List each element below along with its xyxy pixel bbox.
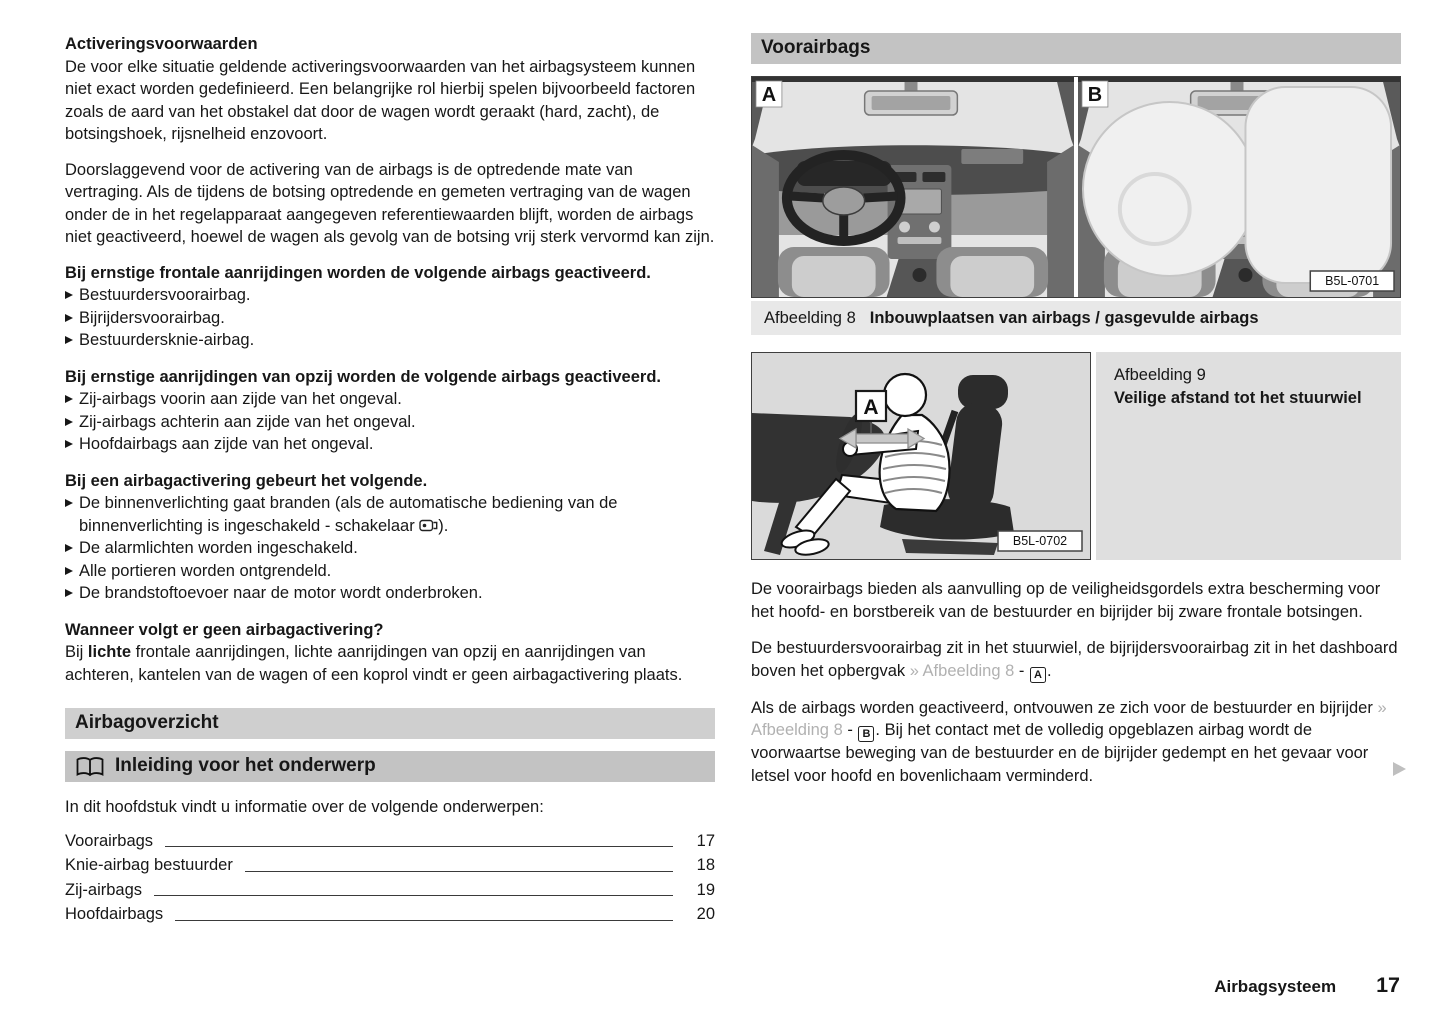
- list-item: Bestuurdersvoorairbag.: [65, 284, 715, 307]
- figure-8-reference-link[interactable]: » Afbeelding 8: [751, 698, 1387, 739]
- figure-9-caption: [1096, 352, 1401, 560]
- footer: [1214, 973, 1400, 998]
- panel-b-label: B: [1087, 83, 1103, 107]
- ref-box-a-icon: A: [1030, 667, 1046, 683]
- footer-page-number: 17: [1376, 973, 1400, 997]
- bullet-triangle-icon: [65, 336, 79, 344]
- list-item: Zij-airbags voorin aan zijde van het ongeval.: [65, 388, 715, 411]
- footer-section-label: Airbagsysteem: [1214, 977, 1337, 996]
- figure-8-caption-title: Inbouwplaatsen van airbags / gasgevulde airbags: [869, 308, 1259, 327]
- bullet-triangle-icon: [65, 544, 79, 552]
- figure-9-caption-title: Veilige afstand tot het stuurwiel: [1114, 389, 1362, 407]
- book-icon: [75, 756, 105, 778]
- toc-page-number: 17: [696, 831, 715, 850]
- topic-introduction-bar: Inleiding voor het onderwerp: [65, 751, 715, 782]
- front-airbags-para-2: De bestuurdersvoorairbag zit in het stuurwiel, de bijrijdersvoorairbag zit in het dashboard boven het opbergvak » Afbeelding 8 - A .: [751, 639, 1398, 681]
- right-column: [751, 33, 1401, 926]
- toc-label: Zij-airbags: [65, 880, 143, 899]
- bullet-triangle-icon: [65, 440, 79, 448]
- toc-item-hoofdairbags[interactable]: [65, 901, 715, 926]
- figure8-code-label: B5L-0701: [1325, 273, 1380, 289]
- bullet-triangle-icon: [65, 314, 79, 322]
- toc-label: Knie-airbag bestuurder: [65, 856, 233, 875]
- bullet-triangle-icon: [65, 395, 79, 403]
- toc-page-number: 18: [696, 856, 715, 875]
- bullet-triangle-icon: [65, 567, 79, 575]
- toc-leader-line: [154, 895, 673, 896]
- front-airbags-para-3: Als de airbags worden geactiveerd, ontvouwen ze zich voor de bestuurder en bijrijder » Afbeelding 8 - B . Bij het contact met de volledig opgeblazen airbag wordt de voorwaartse beweging van de bestuurder en de bijrijder gedempt en het gevaar voor letsel voor hoofd en bovenlichaam verminderd.: [751, 698, 1387, 785]
- side-collision-group: [65, 366, 715, 456]
- figure-9-image: [752, 353, 1090, 559]
- toc-label: Voorairbags: [65, 831, 154, 850]
- activation-effects-heading: Bij een airbagactivering gebeurt het volgende.: [65, 471, 428, 490]
- activation-effects-list: [65, 492, 715, 605]
- chapter-toc: [65, 828, 715, 926]
- bullet-triangle-icon: [65, 418, 79, 426]
- figure-9-caption-number: Afbeelding 9: [1114, 366, 1206, 384]
- bullet-triangle-icon: [65, 589, 79, 597]
- list-item: Zij-airbags achterin aan zijde van het ongeval.: [65, 411, 715, 434]
- activation-conditions-para-2: Doorslaggevend voor de activering van de airbags is de optredende mate van vertraging. Als de tijdens de botsing optredende en gemeten vertraging van de wagen onder de in het regelapparaat aangegeven referentiewaarden blijft, worden de airbags niet geactiveerd, hoewel de wagen als gevolg van de botsing vrij sterk vervormd kan zijn.: [65, 160, 715, 246]
- no-activation-group: [65, 619, 715, 687]
- interior-light-switch-icon: [419, 519, 438, 532]
- no-activation-para: Bij lichte frontale aanrijdingen, lichte aanrijdingen van opzij en aanrijdingen van achteren, kantelen van de wagen of een koprol vindt er geen airbagactivering plaats.: [65, 643, 683, 684]
- figure-9-frame: [751, 352, 1091, 560]
- activation-effects-group: [65, 470, 715, 605]
- activation-conditions-para-1: De voor elke situatie geldende activeringsvoorwaarden van het airbagsysteem kunnen niet exact worden gedefinieerd. Een belangrijke rol hierbij spelen bijvoorbeeld factoren zoals de aard van het obstakel dat door de wagen wordt geraakt (hard, zacht), de botsingshoek, rijsnelheid enzovoort.: [65, 57, 696, 143]
- left-column: [65, 33, 715, 926]
- panel-a-label: A: [761, 83, 777, 107]
- frontal-collision-group: [65, 262, 715, 352]
- figure9-code-label: B5L-0702: [1012, 534, 1068, 548]
- ref-box-b-icon: B: [858, 726, 874, 742]
- toc-item-knie-airbag[interactable]: [65, 852, 715, 877]
- side-collision-heading: Bij ernstige aanrijdingen van opzij worden de volgende airbags geactiveerd.: [65, 367, 661, 386]
- list-item: De brandstoftoevoer naar de motor wordt onderbroken.: [65, 582, 715, 605]
- side-airbags-list: [65, 388, 715, 456]
- list-item: Hoofdairbags aan zijde van het ongeval.: [65, 433, 715, 456]
- figure-8-image: [752, 77, 1400, 297]
- figure-8-caption: [751, 301, 1401, 335]
- list-item: De binnenverlichting gaat branden (als de automatische bediening van de binnenverlichting is ingeschakeld - schakelaar ).: [65, 492, 715, 537]
- figure-9: [751, 352, 1401, 560]
- toc-label: Hoofdairbags: [65, 905, 164, 924]
- toc-intro-text: In dit hoofdstuk vindt u informatie over de volgende onderwerpen:: [65, 798, 544, 816]
- toc-item-voorairbags[interactable]: [65, 828, 715, 853]
- frontal-airbags-list: [65, 284, 715, 352]
- bullet-triangle-icon: [65, 499, 79, 507]
- bullet-triangle-icon: [65, 291, 79, 299]
- figure8-steering-wheel: [787, 155, 901, 241]
- frontal-collision-heading: Bij ernstige frontale aanrijdingen worden de volgende airbags geactiveerd.: [65, 263, 651, 282]
- toc-leader-line: [175, 920, 673, 921]
- list-item: De alarmlichten worden ingeschakeld.: [65, 537, 715, 560]
- airbag-overview-section-bar: Airbagoverzicht: [65, 708, 715, 739]
- toc-page-number: 20: [696, 905, 715, 924]
- list-item: Bestuurdersknie-airbag.: [65, 329, 715, 352]
- activation-conditions-heading: Activeringsvoorwaarden: [65, 35, 258, 53]
- toc-leader-line: [165, 846, 673, 847]
- figure-8-caption-number: Afbeelding 8: [764, 308, 856, 327]
- figure-8-reference-link[interactable]: » Afbeelding 8: [909, 661, 1015, 680]
- continuation-arrow-icon: [1393, 762, 1406, 776]
- figure-8-frame: [751, 76, 1401, 298]
- toc-leader-line: [245, 871, 673, 872]
- no-activation-heading: Wanneer volgt er geen airbagactivering?: [65, 620, 384, 639]
- distance-marker-label: A: [863, 396, 879, 419]
- figure-8: [751, 76, 1401, 335]
- front-airbags-section-bar: Voorairbags: [751, 33, 1401, 64]
- list-item: Alle portieren worden ontgrendeld.: [65, 560, 715, 583]
- list-item: Bijrijdersvoorairbag.: [65, 307, 715, 330]
- toc-item-zij-airbags[interactable]: [65, 877, 715, 902]
- front-airbags-para-1: De voorairbags bieden als aanvulling op de veiligheidsgordels extra bescherming voor het hoofd- en borstbereik van de bestuurder en bijrijder bij zware frontale botsingen.: [751, 580, 1381, 621]
- toc-page-number: 19: [696, 880, 715, 899]
